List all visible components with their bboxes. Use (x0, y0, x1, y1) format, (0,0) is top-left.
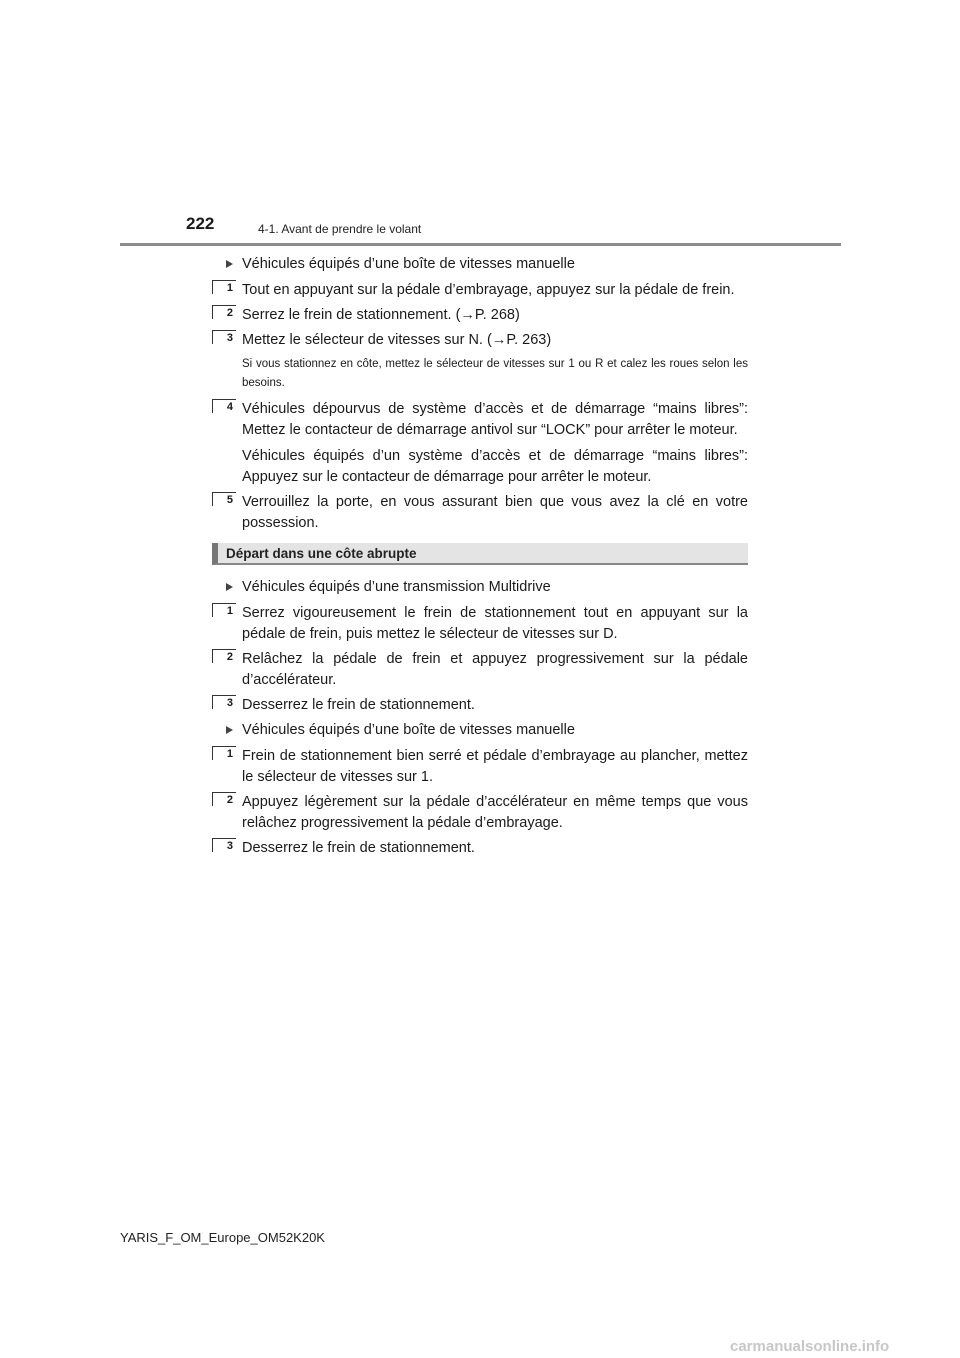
step-item (212, 492, 748, 534)
document-code: YARIS_F_OM_Europe_OM52K20K (120, 1230, 325, 1245)
step-item (212, 330, 748, 351)
step-number: 3 (212, 695, 236, 709)
bullet-text: Véhicules équipés d’une boîte de vitesses manuelle (242, 256, 575, 272)
bullet-text: Véhicules équipés d’une transmission Multidrive (242, 579, 551, 595)
step-item (212, 838, 748, 859)
step-item (212, 399, 748, 488)
step-number: 5 (212, 492, 236, 506)
watermark: carmanualsonline.info (730, 1338, 890, 1355)
page-content (212, 254, 748, 863)
header-divider (120, 243, 841, 246)
step-item (212, 603, 748, 645)
bullet-text: Véhicules équipés d’une boîte de vitesses manuelle (242, 722, 575, 738)
step-item (212, 649, 748, 691)
step-text: Véhicules équipés d’un système d’accès et de démarrage “mains libres”: Appuyez sur le contacteur de démarrage pour arrêter le moteur. (242, 448, 748, 485)
triangle-bullet-icon (226, 726, 233, 734)
step-number: 3 (212, 838, 236, 852)
step-number: 1 (212, 746, 236, 760)
section-heading-hill-start (212, 543, 748, 565)
step-text: Mettez le sélecteur de vitesses sur N. (→P. 263) (242, 332, 552, 348)
bullet-manual-transmission-hill (212, 720, 748, 741)
triangle-bullet-icon (226, 583, 233, 591)
triangle-bullet-icon (226, 260, 233, 268)
step-number: 2 (212, 305, 236, 319)
step-number: 4 (212, 399, 236, 413)
step-item (212, 746, 748, 788)
step-number: 2 (212, 792, 236, 806)
step-item (212, 280, 748, 301)
step-text: Véhicules dépourvus de système d’accès et de démarrage “mains libres”: Mettez le contacteur de démarrage antivol sur “LOCK” pour arrêter le moteur. (242, 401, 748, 438)
step-item (212, 305, 748, 326)
step-text: Relâchez la pédale de frein et appuyez progressivement sur la pédale d’accélérateur. (242, 651, 748, 688)
step-text: Tout en appuyant sur la pédale d’embrayage, appuyez sur la pédale de frein. (242, 282, 735, 298)
step-text: Serrez le frein de stationnement. (→P. 268) (242, 307, 520, 323)
section-title: 4-1. Avant de prendre le volant (258, 222, 422, 236)
step-text: Verrouillez la porte, en vous assurant bien que vous avez la clé en votre possession. (242, 494, 748, 531)
step-number: 1 (212, 603, 236, 617)
section-heading-text: Départ dans une côte abrupte (226, 546, 417, 561)
step-number: 2 (212, 649, 236, 663)
bullet-manual-transmission (212, 254, 748, 275)
page-number: 222 (186, 214, 215, 233)
step-text: Desserrez le frein de stationnement. (242, 697, 475, 713)
step-text: Desserrez le frein de stationnement. (242, 840, 475, 856)
step-item (212, 792, 748, 834)
step-number: 3 (212, 330, 236, 344)
slope-parking-note: Si vous stationnez en côte, mettez le sélecteur de vitesses sur 1 ou R et calez les roues selon les besoins. (242, 358, 748, 389)
step-text: Appuyez légèrement sur la pédale d’accélérateur en même temps que vous relâchez progressivement la pédale d’embrayage. (242, 794, 748, 831)
step-item (212, 695, 748, 716)
step-number: 1 (212, 280, 236, 294)
bullet-multidrive (212, 577, 748, 598)
step-text: Serrez vigoureusement le frein de stationnement tout en appuyant sur la pédale de frein, puis mettez le sélecteur de vitesses sur D. (242, 605, 748, 642)
step-text: Frein de stationnement bien serré et pédale d’embrayage au plancher, mettez le sélecteur de vitesses sur 1. (242, 748, 748, 785)
